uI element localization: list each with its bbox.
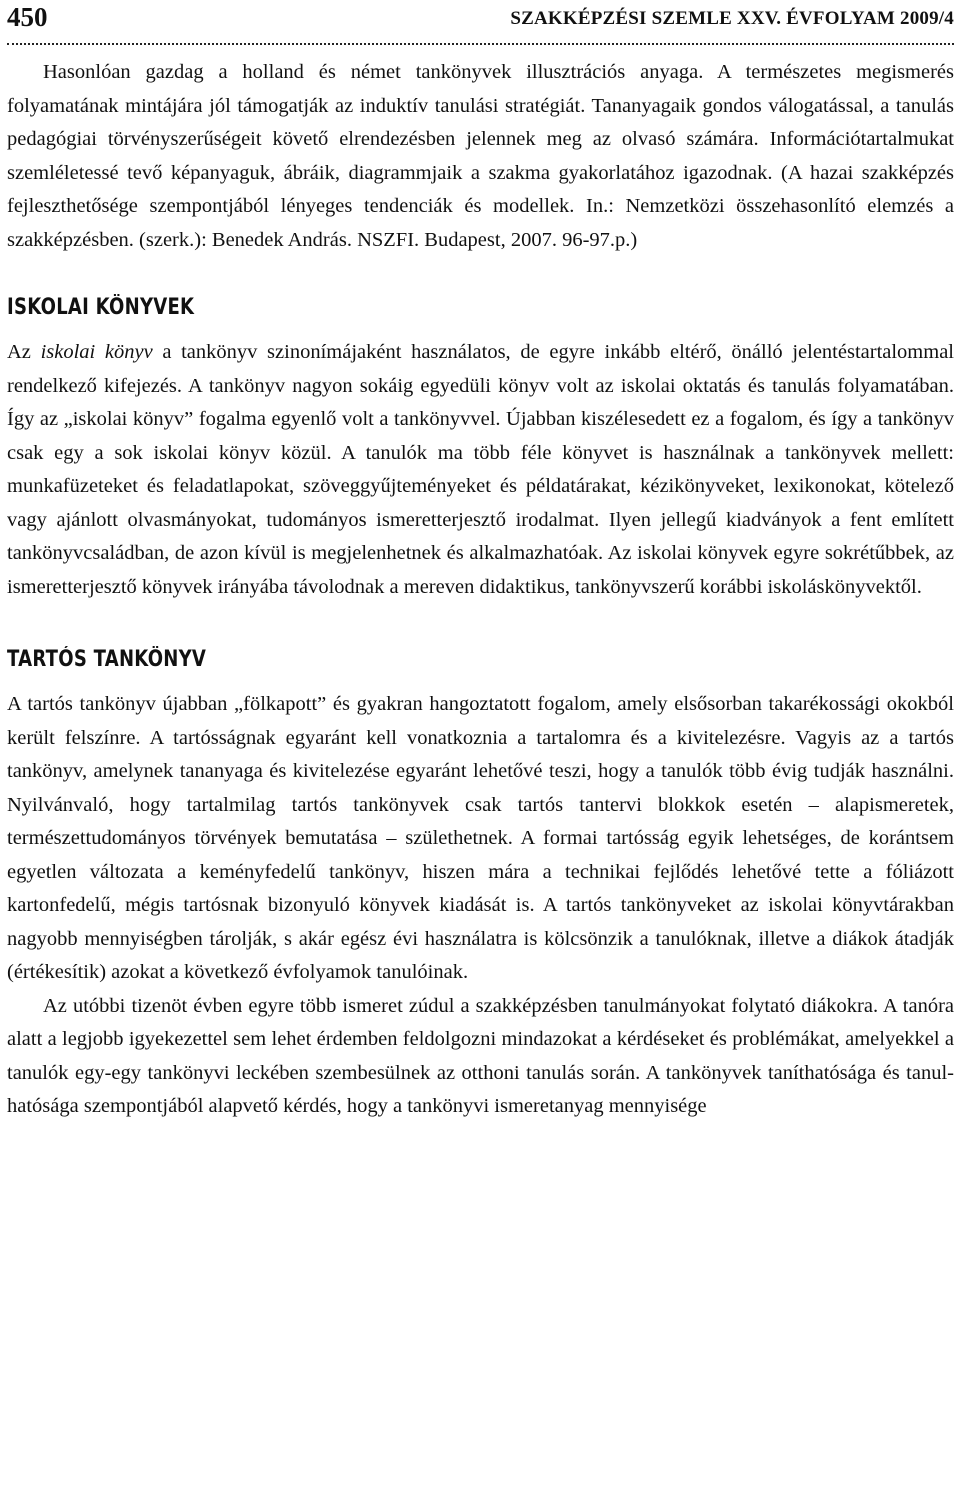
lead-text: Az [7,341,41,363]
running-head: SZAKKÉPZÉSI SZEMLE XXV. ÉVFOLYAM 2009/4 [510,8,954,29]
tartos-tankonyv-paragraph-1: A tartós tankönyv újabban „fölkapott” és gyakran hangoztatott fogalom, amely elsősorban takarékossági okokból került felszínre. A tartósságnak egyaránt kell vonatkoznia a tartalomra és a kivitelezésre. Vagyis az a tartós tankönyv, amelynek tananyaga és kivitelezése egyaránt lehetővé teszi, hogy a tanulók több évig tudják használni. Nyilvánvaló, hogy tartalmilag tartós tankönyvek csak tartós tantervi blokkok esetén – alapismeretek, természettudományos törvények bemutatása – születhetnek. A formai tartósság egyik lehetséges, de korántsem egyetlen változata a keményfedelű tankönyv, hiszen mára a technikai fejlődés lehetővé tette a fóliázott kartonfedelű, mégis tartósnak bizonyuló könyvek kiadását is. A tartós tankönyveket az iskolai könyvtárakban nagyobb mennyiségben tárolják, s akár egész évi használatra is kölcsönzik a tanulóknak, illetve a diákok átadják (értékesítik) azokat a következő évfolyamok tanulóinak. [7,693,954,983]
header-divider [7,43,954,45]
paragraph-body: a tankönyv szinonímájaként használatos, de egyre inkább eltérő, önálló jelentéstartalommal rendelkező kifejezés. A tankönyv nagyon sokáig egyedüli könyv volt az iskolai oktatás és tanulás folyamatában. Így az „iskolai könyv” fogalma egyenlő volt a tankönyvvel. Újabban kiszélesedett ez a fogalom, és így a tankönyv csak egy a sok iskolai könyv közül. A tanulók ma több féle könyvet is használnak a tankönyvek mellett: munkafüzeteket és feladatlapokat, szöveggyűjteményeket és példatárakat, kézikönyveket, lexikonokat, kötelező vagy ajánlott olvasmányokat, tudományos ismeretterjesztő irodalmat. Ilyen jellegű kiadványok a fent említett tankönyvcsaládban, de azon kívül is megjelenhetnek és alkalmazhatóak. Az iskolai könyvek egyre sokrétűbbek, az ismeretterjesztő könyvek irányába távolodnak a mereven didaktikus, tankönyvszerű korábbi iskoláskönyvektől. [7,341,954,598]
intro-paragraph: Hasonlóan gazdag a holland és német tankönyvek illusztrációs anyaga. A természetes megismerés folyamatának mintájára jól támogatják az induktív tanulási stratégiát. Tananyagaik gondos válogatással, a tanulás pedagógiai törvényszerűségeit követő elrendezésben jelennek meg az olvasó számára. Információtartalmukat szemléletessé tevő képanyaguk, ábráik, diagrammjaik a szakma gyakorlatához igazodnak. (A hazai szakképzés fejleszthetősége szempontjából lényeges tendenciák és modellek. In.: Nemzetközi összehasonlító elemzés a szakképzésben. (szerk.): Benedek András. NSZFI. Budapest, 2007. 96-97.p.) [7,61,954,251]
section-heading-tartos-tankonyv: TARTÓS TANKÖNYV [7,647,207,672]
body-text [7,56,954,1124]
document-page [7,0,954,1117]
tartos-tankonyv-paragraph-2: Az utóbbi tizenöt évben egyre több ismeret zúdul a szakképzésben tanulmányokat folytató diákokra. A tanóra alatt a legjobb igyekezettel sem lehet érdemben feldolgozni mindazokat a kérdéseket és problémákat, amelyekkel a tanulók egy-egy tankönyvi leckében szembesülnek az otthoni tanulás során. A tankönyvek taníthatósága és tanulhatósága szempontjából alapvető kérdés, hogy a tankönyvi ismeretanyag mennyisége [7,994,954,1117]
page-number: 450 [7,2,48,32]
page-header [7,2,954,38]
italic-term: iskolai könyv [40,341,153,363]
iskolai-konyvek-paragraph [7,336,954,604]
section-heading-iskolai-konyvek: ISKOLAI KÖNYVEK [7,295,195,320]
